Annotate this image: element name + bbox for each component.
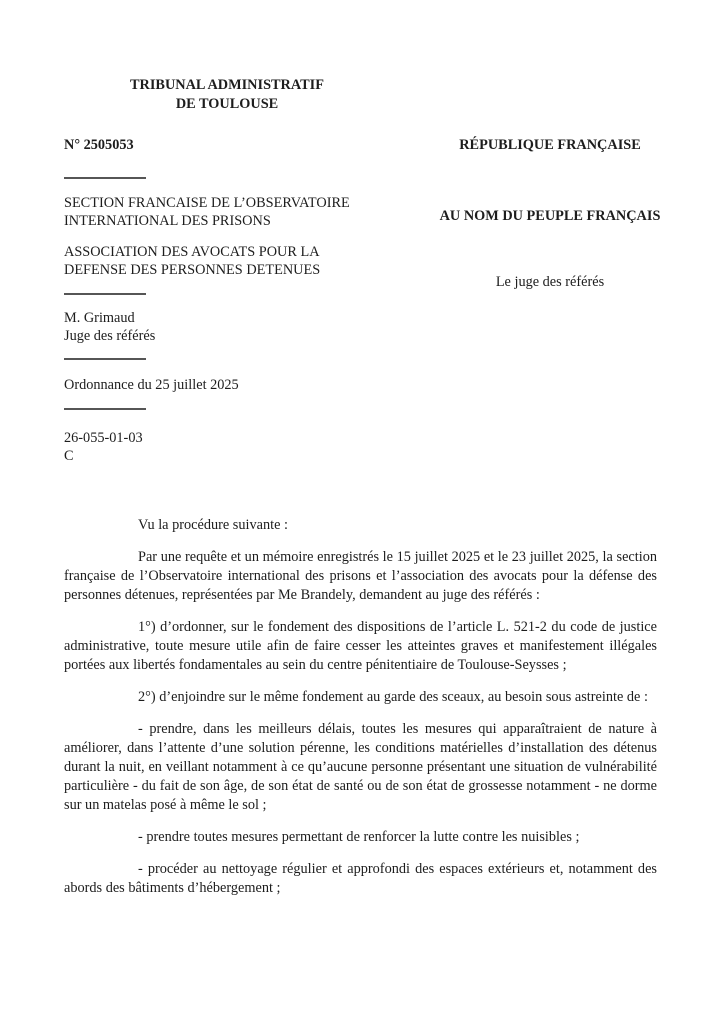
divider — [64, 408, 146, 410]
classification-code: 26-055-01-03 — [64, 430, 143, 446]
classification — [64, 429, 143, 465]
paragraph-demand-1: 1°) d’ordonner, sur le fondement des dispositions de l’article L. 521-2 du code de justice administrative, toute mesure utile afin de faire cesser les atteintes graves et manifestement illégales portées aux libertés fondamentales au sein du centre pénitentiaire de Toulouse-Seysses ; — [64, 619, 657, 673]
order-date: Ordonnance du 25 juillet 2025 — [64, 377, 239, 393]
judge-title: Juge des référés — [64, 328, 156, 344]
judge-name: M. Grimaud — [64, 310, 135, 326]
paragraph-request-intro: Par une requête et un mémoire enregistrés le 15 juillet 2025 et le 23 juillet 2025, la section française de l’Observatoire international des prisons et l’association des avocats pour la défense des personnes détenues, représentées par Me Brandely, demandent au juge des référés : — [64, 549, 657, 603]
paragraph-measure-pests: - prendre toutes mesures permettant de renforcer la lutte contre les nuisibles ; — [138, 829, 580, 845]
paragraph-measure-cleaning: - procéder au nettoyage régulier et approfondi des espaces extérieurs et, notamment des abords des bâtiments d’hébergement ; — [64, 861, 657, 896]
republic-heading: RÉPUBLIQUE FRANÇAISE — [459, 137, 641, 153]
petitioner-1-line1: SECTION FRANCAISE DE L’OBSERVATOIRE — [64, 195, 350, 211]
paragraph-measure-bedding: - prendre, dans les meilleurs délais, toutes les mesures qui apparaîtraient de nature à améliorer, dans l’attente d’une solution pérenne, les conditions matérielles d’installation des détenus durant la nuit, en veillant notamment à ce qu’aucune personne présentant une situation de vulnérabilité particulière - du fait de son âge, de son état de santé ou de son état de grossesse notamment - ne dorme sur un matelas posé à même le sol ; — [64, 721, 657, 813]
divider — [64, 358, 146, 360]
judge-heading: Le juge des référés — [495, 274, 605, 290]
motto-heading: AU NOM DU PEUPLE FRANÇAIS — [439, 208, 661, 224]
court-name-line1: TRIBUNAL ADMINISTRATIF — [130, 77, 324, 93]
divider — [64, 293, 146, 295]
petitioner-2 — [64, 243, 320, 279]
judge-block — [64, 309, 155, 345]
classification-letter: C — [64, 448, 74, 464]
paragraph-procedure-heading: Vu la procédure suivante : — [138, 517, 288, 533]
document-body — [64, 516, 657, 911]
divider — [64, 177, 146, 179]
paragraph-demand-2: 2°) d’enjoindre sur le même fondement au garde des sceaux, au besoin sous astreinte de : — [138, 689, 648, 705]
case-number: N° 2505053 — [64, 137, 134, 153]
court-name-line2: DE TOULOUSE — [175, 96, 279, 112]
petitioner-1 — [64, 194, 350, 230]
court-name — [64, 76, 390, 114]
petitioner-1-line2: INTERNATIONAL DES PRISONS — [64, 213, 271, 229]
petitioner-2-line2: DEFENSE DES PERSONNES DETENUES — [64, 262, 321, 278]
petitioner-2-line1: ASSOCIATION DES AVOCATS POUR LA — [64, 244, 320, 260]
